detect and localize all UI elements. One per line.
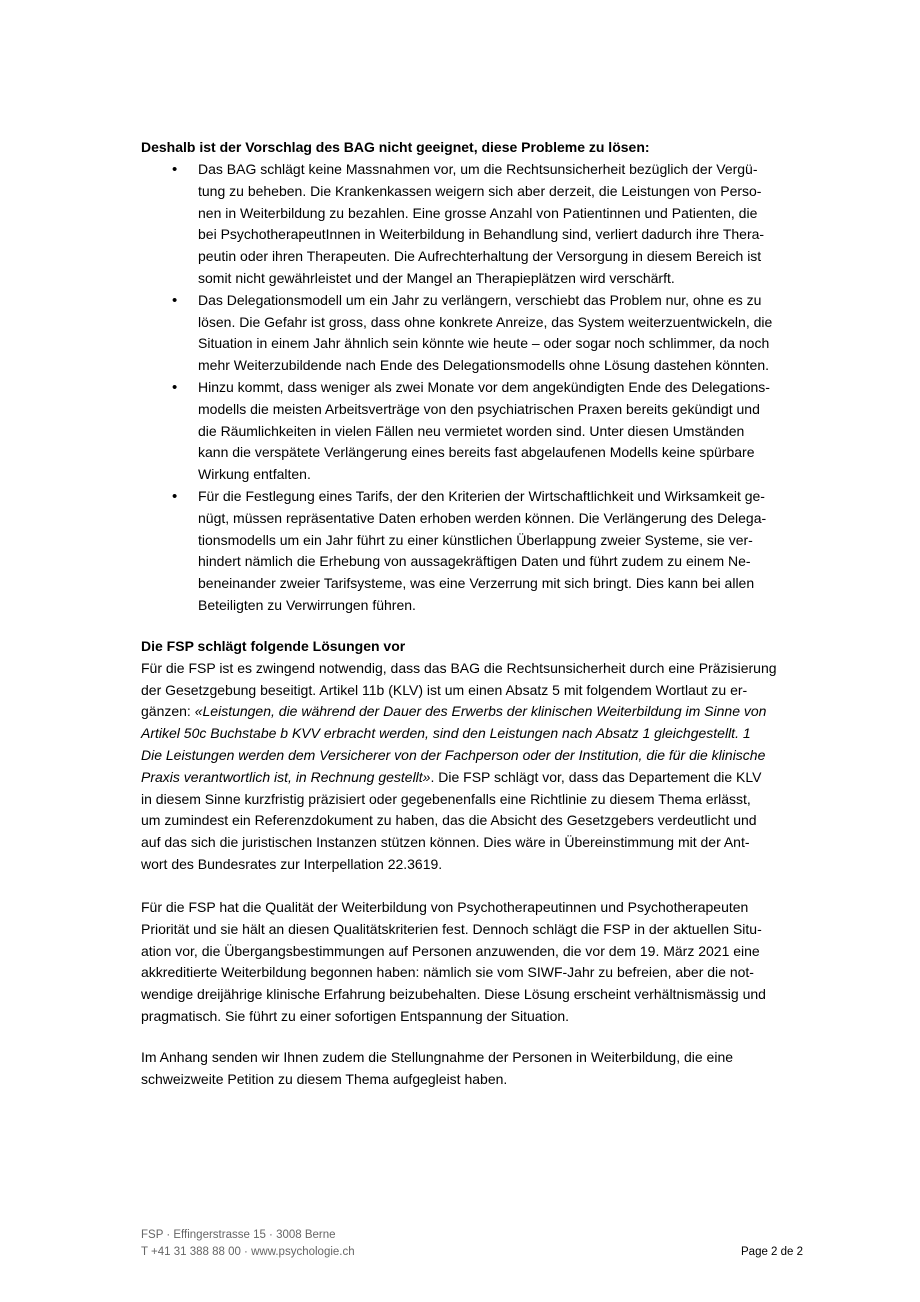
text-line: • Für die Festlegung eines Tarifs, der den Kriterien der Wirtschaftlichkeit und Wirksamkeit ge- <box>198 487 765 504</box>
text-line <box>141 701 841 723</box>
text-line: Beteiligten zu Verwirrungen führen. <box>198 596 416 613</box>
text-line: peutin oder ihren Therapeuten. Die Aufrechterhaltung der Versorgung in diesem Bereich ist <box>198 248 762 265</box>
text-line: bei PsychotherapeutInnen in Weiterbildung in Behandlung sind, verliert dadurch ihre Thera- <box>198 226 765 243</box>
text-line: mehr Weiterzubildende nach Ende des Delegationsmodells ohne Lösung dastehen könnten. <box>198 357 770 374</box>
text-segment: gänzen: <box>141 703 195 720</box>
quote-segment: «Leistungen, die während der Dauer des Erwerbs der klinischen Weiterbildung im Sinne von <box>194 703 767 720</box>
paragraph-priority <box>141 897 841 1028</box>
footer-address <box>141 1227 355 1261</box>
text-line: tung zu beheben. Die Krankenkassen weigern sich aber derzeit, die Leistungen von Perso- <box>198 182 762 199</box>
text-line: tionsmodells um ein Jahr führt zu einer künstlichen Überlappung zweier Systeme, sie ver- <box>198 531 753 548</box>
text-line: Für die FSP ist es zwingend notwendig, dass das BAG die Rechtsunsicherheit durch eine Präzisierung <box>141 659 777 676</box>
text-line: • Das Delegationsmodell um ein Jahr zu verlängern, verschiebt das Problem nur, ohne es zu <box>198 291 762 308</box>
footer-address-line: FSP · Effingerstrasse 15 · 3008 Berne <box>141 1229 336 1241</box>
text-line: um zumindest ein Referenzdokument zu haben, das die Absicht des Gesetzgebers verdeutlicht und <box>141 812 757 829</box>
list-item <box>141 159 841 290</box>
text-line: akkreditierte Weiterbildung begonnen haben: nämlich sie vom SIWF-Jahr zu befreien, aber die not- <box>141 964 754 981</box>
text-line: beneinander zweier Tarifsysteme, was eine Verzerrung mit sich bringt. Dies kann bei allen <box>198 575 755 592</box>
quote-line <box>141 723 841 745</box>
section-heading: Deshalb ist der Vorschlag des BAG nicht geeignet, diese Probleme zu lösen: <box>141 139 650 155</box>
text-line: wendige dreijährige klinische Erfahrung beizubehalten. Diese Lösung erscheint verhältnismässig und <box>141 986 766 1003</box>
quote-line <box>141 745 841 767</box>
text-line <box>141 767 841 789</box>
text-line: Im Anhang senden wir Ihnen zudem die Stellungnahme der Personen in Weiterbildung, die eine <box>141 1049 734 1065</box>
text-line: nen in Weiterbildung zu bezahlen. Eine grosse Anzahl von Patientinnen und Patienten, die <box>198 204 758 221</box>
paragraph-annex <box>141 1047 841 1091</box>
text-line: wort des Bundesrates zur Interpellation 22.3619. <box>141 855 443 872</box>
solutions-section <box>141 636 841 876</box>
text-line: hindert nämlich die Erhebung von aussagekräftigen Daten und führt zudem zu einem Ne- <box>198 553 751 570</box>
text-line: • Das BAG schlägt keine Massnahmen vor, um die Rechtsunsicherheit bezüglich der Vergü- <box>198 161 758 177</box>
list-item <box>141 486 841 617</box>
text-line: modells die meisten Arbeitsverträge von den psychiatrischen Praxen bereits gekündigt und <box>198 400 760 417</box>
text-line: der Gesetzgebung beseitigt. Artikel 11b (KLV) ist um einen Absatz 5 mit folgendem Wortlaut zu er- <box>141 681 748 698</box>
text-line: Priorität und sie hält an diesen Qualitätskriterien fest. Dennoch schlägt die FSP in der aktuellen Situ- <box>141 920 762 937</box>
reasons-list <box>141 159 841 617</box>
text-line: nügt, müssen repräsentative Daten erhoben werden können. Die Verlängerung des Delega- <box>198 509 767 526</box>
text-segment: . Die FSP schlägt vor, dass das Departement die KLV <box>430 768 762 785</box>
page-number: Page 2 de 2 <box>741 1246 804 1258</box>
text-line: • Hinzu kommt, dass weniger als zwei Monate vor dem angekündigten Ende des Delegations- <box>198 378 770 395</box>
text-line: ation vor, die Übergangsbestimmungen auf Personen anzuwenden, die vor dem 19. März 2021 eine <box>141 942 760 959</box>
text-line: die Räumlichkeiten in vielen Fällen neu vermietet worden sind. Unter diesen Umständen <box>198 422 745 439</box>
text-line: Wirkung entfalten. <box>198 466 311 483</box>
footer-contact-line: T +41 31 388 88 00 · www.psychologie.ch <box>141 1246 355 1258</box>
text-line: pragmatisch. Sie führt zu einer sofortigen Entspannung der Situation. <box>141 1007 570 1024</box>
list-item <box>141 377 841 486</box>
text-line: schweizweite Petition zu diesem Thema aufgegleist haben. <box>141 1070 508 1087</box>
text-line: kann die verspätete Verlängerung eines bereits fast abgelaufenen Modells keine spürbare <box>198 444 755 461</box>
text-line: Situation in einem Jahr ähnlich sein könnte wie heute – oder sogar noch schlimmer, da noch <box>198 335 770 352</box>
text-line: somit nicht gewährleistet und der Mangel an Therapieplätzen wird verschärft. <box>198 269 675 286</box>
list-item <box>141 290 841 377</box>
text-line: auf das sich die juristischen Instanzen stützen können. Dies wäre in Übereinstimmung mit der Ant- <box>141 834 750 851</box>
text-line: in diesem Sinne kurzfristig präzisiert oder gegebenenfalls eine Richtlinie zu diesem Thema erlässt, <box>141 790 751 807</box>
quote-segment: Praxis verantwortlich ist, in Rechnung gestellt» <box>141 768 431 785</box>
quote-segment: Artikel 50c Buchstabe b KVV erbracht werden, sind den Leistungen nach Absatz 1 gleichgestellt. 1 <box>141 725 751 742</box>
text-line: lösen. Die Gefahr ist gross, dass ohne konkrete Anreize, das System weiterzuentwickeln, die <box>198 313 773 330</box>
quote-segment: Die Leistungen werden dem Versicherer von der Fachperson oder der Institution, die für die klinische <box>141 746 766 763</box>
solutions-title: Die FSP schlägt folgende Lösungen vor <box>141 638 406 654</box>
text-line: Für die FSP hat die Qualität der Weiterbildung von Psychotherapeutinnen und Psychotherapeuten <box>141 899 749 915</box>
